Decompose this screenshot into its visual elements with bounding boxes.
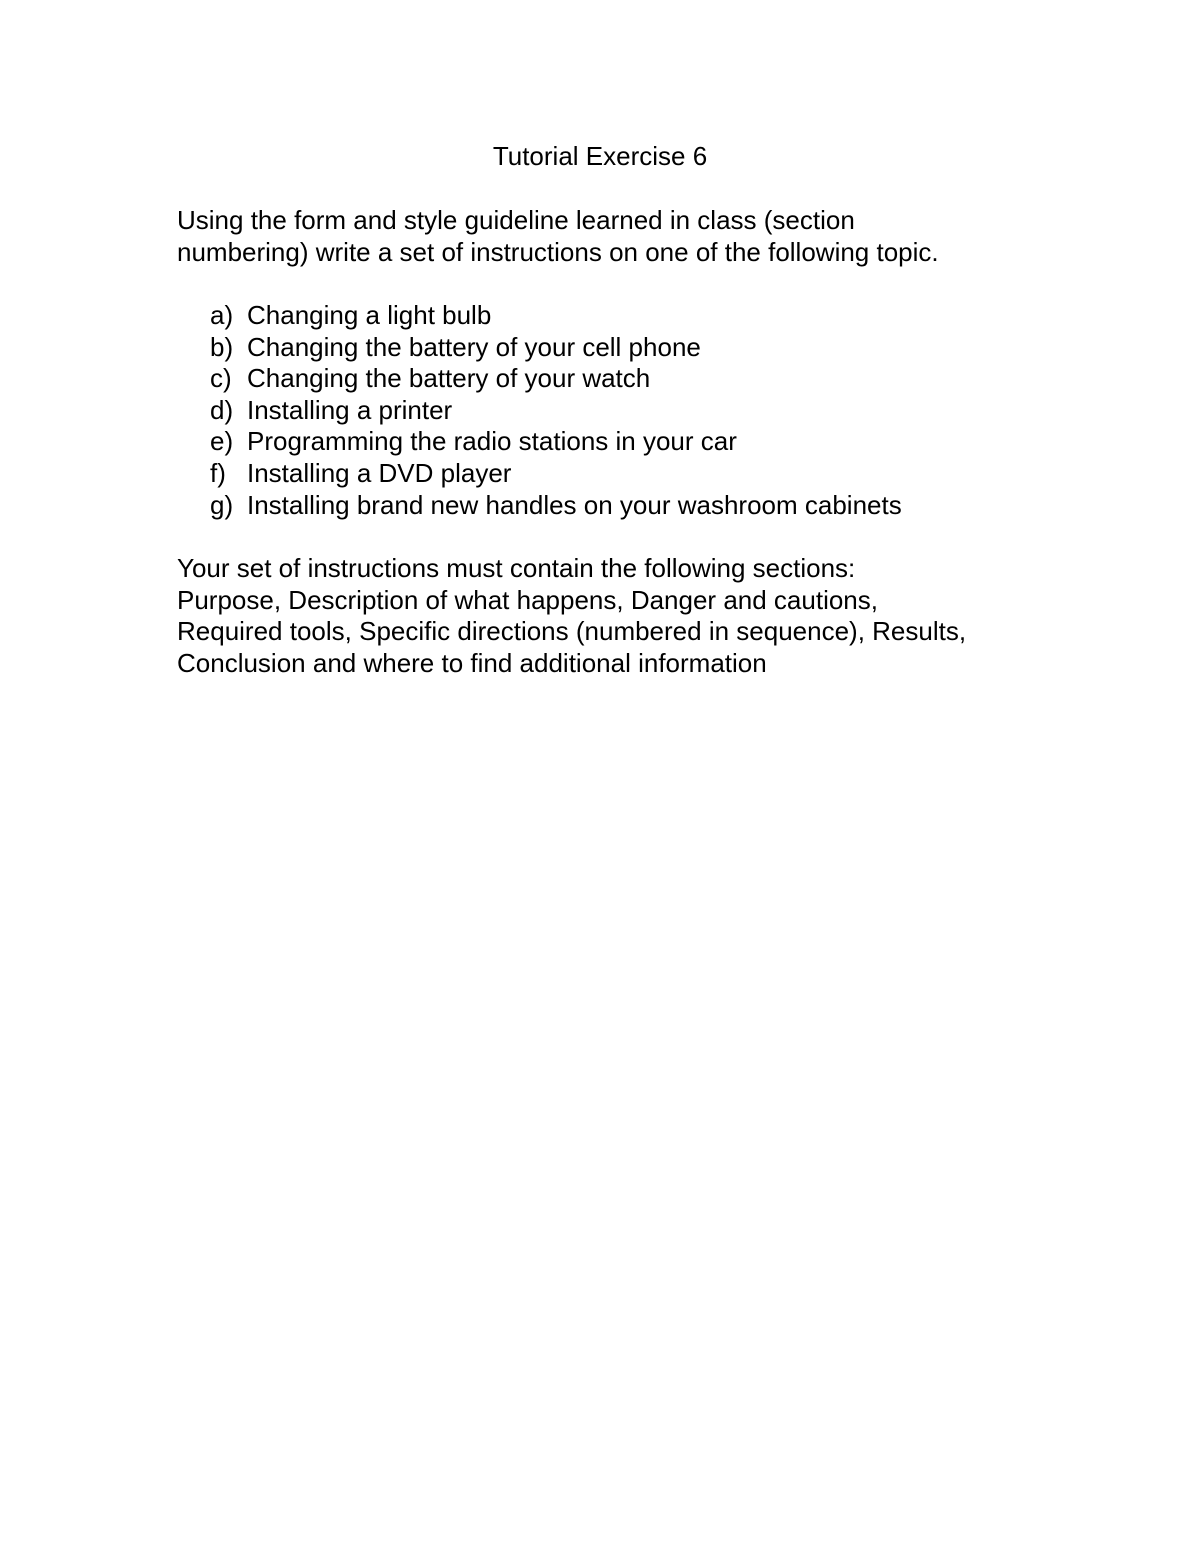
requirements-line: Required tools, Specific directions (numbered in sequence), Results, — [177, 616, 967, 647]
list-marker: e) — [210, 426, 234, 457]
list-marker: d) — [210, 394, 234, 425]
list-item-text: Programming the radio stations in your car — [247, 426, 737, 457]
list-item-text: Changing the battery of your watch — [247, 363, 651, 394]
list-marker: f) — [210, 457, 226, 488]
list-marker: b) — [210, 331, 234, 362]
list-marker: g) — [210, 489, 234, 520]
requirements-paragraph — [177, 553, 1077, 679]
list-item-text: Installing a printer — [247, 394, 453, 425]
list-item-text: Changing a light bulb — [247, 300, 492, 330]
page-title: Tutorial Exercise 6 — [492, 141, 708, 171]
list-item-text: Installing a DVD player — [247, 457, 512, 488]
list-item — [210, 458, 1110, 490]
list-item — [210, 363, 1110, 395]
list-item — [210, 332, 1110, 364]
list-item — [210, 395, 1110, 427]
list-marker: c) — [210, 363, 232, 394]
topic-list — [210, 300, 1110, 521]
list-item-text: Changing the battery of your cell phone — [247, 331, 701, 362]
list-item — [210, 300, 1110, 332]
requirements-line: Conclusion and where to find additional information — [177, 647, 767, 678]
list-item — [210, 426, 1110, 458]
intro-line: Using the form and style guideline learned in class (section — [177, 205, 855, 235]
list-item — [210, 490, 1110, 522]
list-marker: a) — [210, 300, 234, 330]
requirements-line: Your set of instructions must contain the following sections: — [177, 553, 856, 583]
requirements-line: Purpose, Description of what happens, Danger and cautions, — [177, 584, 878, 615]
list-item-text: Installing brand new handles on your washroom cabinets — [247, 489, 902, 520]
intro-line: numbering) write a set of instructions on one of the following topic. — [177, 236, 939, 267]
intro-paragraph — [177, 205, 1077, 268]
